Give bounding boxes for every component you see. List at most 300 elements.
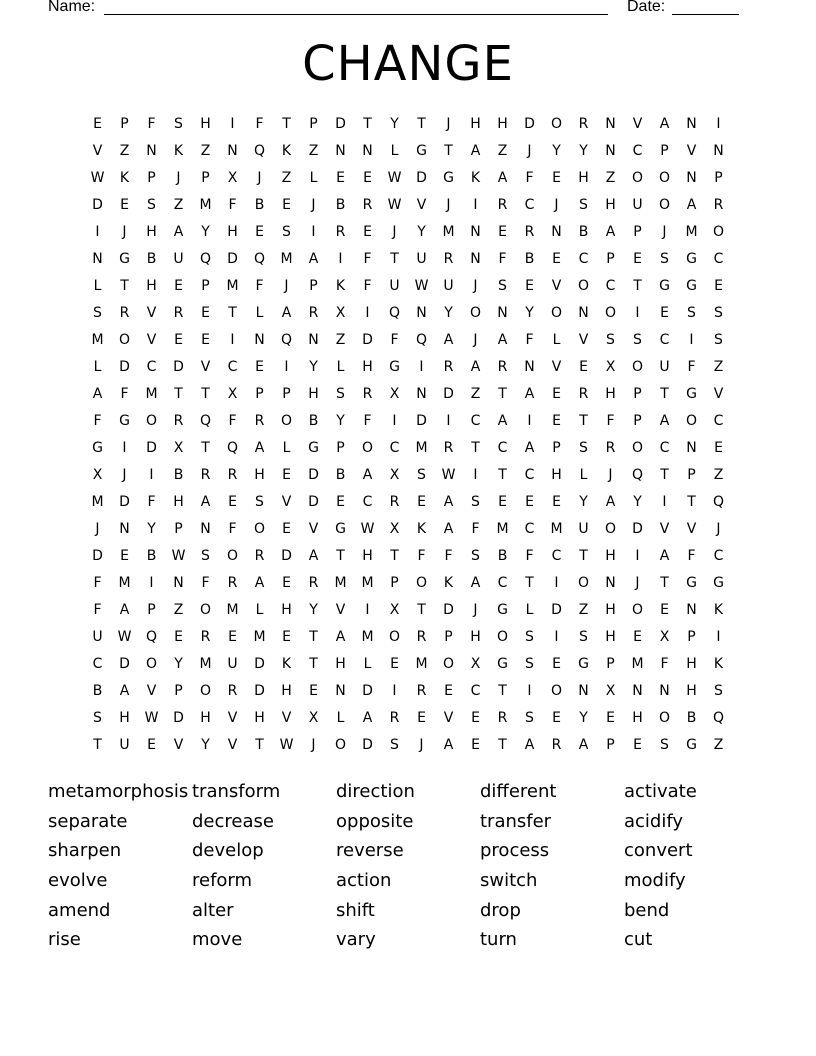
grid-letter[interactable]: D <box>362 683 373 699</box>
grid-letter[interactable]: Y <box>336 413 345 429</box>
grid-letter[interactable]: B <box>524 251 535 267</box>
grid-letter[interactable]: U <box>119 737 130 753</box>
grid-letter[interactable]: E <box>525 494 534 510</box>
grid-letter[interactable]: V <box>578 332 589 348</box>
grid-letter[interactable]: R <box>362 197 373 213</box>
grid-letter[interactable]: S <box>660 737 669 753</box>
grid-letter[interactable]: N <box>578 683 589 699</box>
grid-letter[interactable]: Z <box>281 170 292 186</box>
grid-letter[interactable]: T <box>174 386 183 402</box>
grid-letter[interactable]: R <box>362 386 373 402</box>
grid-letter[interactable]: F <box>255 116 264 132</box>
grid-letter[interactable]: I <box>419 359 424 375</box>
grid-letter[interactable]: E <box>201 332 210 348</box>
grid-letter[interactable]: G <box>119 413 130 429</box>
grid-letter[interactable]: L <box>255 602 264 618</box>
grid-letter[interactable]: C <box>470 683 481 699</box>
grid-letter[interactable]: M <box>253 629 266 645</box>
grid-letter[interactable]: T <box>201 440 210 456</box>
grid-letter[interactable]: L <box>525 602 534 618</box>
grid-letter[interactable]: O <box>658 197 671 213</box>
grid-letter[interactable]: S <box>633 332 642 348</box>
grid-letter[interactable]: C <box>524 197 535 213</box>
grid-letter[interactable]: J <box>419 737 424 753</box>
grid-letter[interactable]: M <box>226 278 239 294</box>
grid-letter[interactable]: G <box>389 359 400 375</box>
grid-letter[interactable]: X <box>605 359 616 375</box>
grid-letter[interactable]: A <box>92 386 103 402</box>
grid-letter[interactable]: H <box>605 386 616 402</box>
grid-letter[interactable]: E <box>444 683 453 699</box>
grid-letter[interactable]: V <box>443 710 454 726</box>
grid-letter[interactable]: E <box>282 467 291 483</box>
grid-letter[interactable]: X <box>92 467 103 483</box>
grid-letter[interactable]: N <box>686 170 697 186</box>
grid-letter[interactable]: E <box>417 710 426 726</box>
grid-letter[interactable]: H <box>497 116 508 132</box>
grid-letter[interactable]: A <box>578 737 589 753</box>
grid-letter[interactable]: O <box>118 332 131 348</box>
grid-letter[interactable]: O <box>199 602 212 618</box>
grid-letter[interactable]: I <box>527 683 532 699</box>
grid-letter[interactable]: H <box>227 224 238 240</box>
grid-letter[interactable]: A <box>470 359 481 375</box>
grid-letter[interactable]: A <box>524 386 535 402</box>
grid-letter[interactable]: S <box>255 494 264 510</box>
grid-letter[interactable]: O <box>442 656 455 672</box>
grid-letter[interactable]: J <box>473 278 478 294</box>
grid-letter[interactable]: B <box>686 710 697 726</box>
grid-letter[interactable]: M <box>496 521 509 537</box>
grid-letter[interactable]: C <box>659 440 670 456</box>
grid-letter[interactable]: G <box>497 656 508 672</box>
grid-letter[interactable]: O <box>280 413 293 429</box>
grid-letter[interactable]: X <box>173 440 184 456</box>
grid-letter[interactable]: X <box>308 710 319 726</box>
grid-letter[interactable]: X <box>389 386 400 402</box>
grid-letter[interactable]: Y <box>174 656 183 672</box>
grid-letter[interactable]: K <box>443 575 454 591</box>
grid-letter[interactable]: Q <box>226 440 239 456</box>
grid-letter[interactable]: H <box>551 467 562 483</box>
grid-letter[interactable]: N <box>200 521 211 537</box>
grid-letter[interactable]: U <box>578 521 589 537</box>
grid-letter[interactable]: P <box>255 386 264 402</box>
grid-letter[interactable]: B <box>578 224 589 240</box>
grid-letter[interactable]: D <box>443 602 454 618</box>
grid-letter[interactable]: T <box>336 548 345 564</box>
grid-letter[interactable]: E <box>174 629 183 645</box>
grid-letter[interactable]: O <box>334 737 347 753</box>
grid-letter[interactable]: S <box>417 467 426 483</box>
grid-letter[interactable]: R <box>443 359 454 375</box>
grid-letter[interactable]: F <box>120 386 129 402</box>
grid-letter[interactable]: N <box>254 332 265 348</box>
grid-letter[interactable]: D <box>551 602 562 618</box>
grid-letter[interactable]: Y <box>201 224 210 240</box>
grid-letter[interactable]: U <box>389 278 400 294</box>
grid-letter[interactable]: A <box>200 494 211 510</box>
grid-letter[interactable]: E <box>363 170 372 186</box>
grid-letter[interactable]: Y <box>309 359 318 375</box>
grid-letter[interactable]: K <box>335 278 346 294</box>
grid-letter[interactable]: X <box>470 656 481 672</box>
grid-letter[interactable]: N <box>173 575 184 591</box>
grid-letter[interactable]: M <box>685 224 698 240</box>
grid-letter[interactable]: K <box>416 521 427 537</box>
grid-letter[interactable]: R <box>443 251 454 267</box>
grid-letter[interactable]: E <box>228 494 237 510</box>
grid-letter[interactable]: E <box>93 116 102 132</box>
grid-letter[interactable]: E <box>390 656 399 672</box>
grid-letter[interactable]: N <box>146 143 157 159</box>
grid-letter[interactable]: E <box>255 359 264 375</box>
grid-letter[interactable]: N <box>524 359 535 375</box>
grid-letter[interactable]: A <box>686 197 697 213</box>
grid-letter[interactable]: E <box>552 386 561 402</box>
grid-letter[interactable]: S <box>714 683 723 699</box>
grid-letter[interactable]: C <box>362 494 373 510</box>
grid-letter[interactable]: D <box>443 386 454 402</box>
grid-letter[interactable]: C <box>497 575 508 591</box>
grid-letter[interactable]: A <box>524 737 535 753</box>
grid-letter[interactable]: Y <box>525 305 534 321</box>
grid-letter[interactable]: F <box>498 251 507 267</box>
grid-letter[interactable]: B <box>173 467 184 483</box>
grid-letter[interactable]: Z <box>173 602 184 618</box>
grid-letter[interactable]: A <box>497 332 508 348</box>
grid-letter[interactable]: R <box>578 116 589 132</box>
grid-letter[interactable]: E <box>714 278 723 294</box>
grid-letter[interactable]: T <box>471 440 480 456</box>
grid-letter[interactable]: C <box>470 413 481 429</box>
grid-letter[interactable]: F <box>363 413 372 429</box>
grid-letter[interactable]: K <box>281 143 292 159</box>
grid-letter[interactable]: P <box>633 386 642 402</box>
grid-letter[interactable]: U <box>659 359 670 375</box>
grid-letter[interactable]: O <box>712 224 725 240</box>
grid-letter[interactable]: Z <box>200 143 211 159</box>
grid-letter[interactable]: X <box>659 629 670 645</box>
grid-letter[interactable]: D <box>92 548 103 564</box>
grid-letter[interactable]: E <box>633 251 642 267</box>
grid-letter[interactable]: Q <box>631 467 644 483</box>
grid-letter[interactable]: H <box>605 548 616 564</box>
grid-letter[interactable]: T <box>444 143 453 159</box>
grid-letter[interactable]: E <box>606 710 615 726</box>
grid-letter[interactable]: U <box>227 656 238 672</box>
grid-letter[interactable]: A <box>524 440 535 456</box>
grid-letter[interactable]: Y <box>579 143 588 159</box>
grid-letter[interactable]: R <box>254 548 265 564</box>
grid-letter[interactable]: O <box>550 116 563 132</box>
grid-letter[interactable]: B <box>92 683 103 699</box>
grid-letter[interactable]: H <box>632 710 643 726</box>
grid-letter[interactable]: K <box>173 143 184 159</box>
grid-letter[interactable]: W <box>279 737 294 753</box>
grid-letter[interactable]: H <box>200 710 211 726</box>
grid-letter[interactable]: P <box>606 251 615 267</box>
grid-letter[interactable]: I <box>716 116 721 132</box>
grid-letter[interactable]: L <box>552 332 561 348</box>
grid-letter[interactable]: T <box>255 737 264 753</box>
grid-letter[interactable]: T <box>417 116 426 132</box>
grid-letter[interactable]: W <box>90 170 105 186</box>
grid-letter[interactable]: F <box>363 251 372 267</box>
grid-letter[interactable]: Y <box>147 521 156 537</box>
grid-letter[interactable]: E <box>282 629 291 645</box>
grid-letter[interactable]: S <box>687 305 696 321</box>
grid-letter[interactable]: N <box>578 305 589 321</box>
grid-letter[interactable]: H <box>281 602 292 618</box>
grid-letter[interactable]: T <box>390 251 399 267</box>
grid-letter[interactable]: X <box>389 602 400 618</box>
grid-letter[interactable]: O <box>145 413 158 429</box>
grid-letter[interactable]: T <box>498 467 507 483</box>
grid-letter[interactable]: X <box>227 170 238 186</box>
grid-letter[interactable]: J <box>284 278 289 294</box>
grid-letter[interactable]: I <box>311 224 316 240</box>
grid-letter[interactable]: M <box>91 332 104 348</box>
grid-letter[interactable]: Z <box>605 170 616 186</box>
grid-letter[interactable]: A <box>119 602 130 618</box>
grid-letter[interactable]: L <box>336 359 345 375</box>
grid-letter[interactable]: H <box>308 386 319 402</box>
grid-letter[interactable]: I <box>473 197 478 213</box>
grid-letter[interactable]: J <box>446 116 451 132</box>
grid-letter[interactable]: V <box>146 305 157 321</box>
grid-letter[interactable]: T <box>498 737 507 753</box>
grid-letter[interactable]: I <box>230 332 235 348</box>
grid-letter[interactable]: X <box>335 305 346 321</box>
grid-letter[interactable]: E <box>633 737 642 753</box>
grid-letter[interactable]: H <box>362 359 373 375</box>
grid-letter[interactable]: E <box>660 602 669 618</box>
grid-letter[interactable]: E <box>120 197 129 213</box>
grid-letter[interactable]: P <box>309 116 318 132</box>
grid-letter[interactable]: S <box>714 305 723 321</box>
grid-letter[interactable]: G <box>713 575 724 591</box>
grid-letter[interactable]: T <box>363 116 372 132</box>
grid-letter[interactable]: I <box>473 467 478 483</box>
grid-letter[interactable]: E <box>714 440 723 456</box>
grid-letter[interactable]: S <box>201 548 210 564</box>
grid-letter[interactable]: I <box>392 683 397 699</box>
grid-letter[interactable]: A <box>470 575 481 591</box>
grid-letter[interactable]: N <box>470 251 481 267</box>
grid-letter[interactable]: T <box>579 413 588 429</box>
grid-letter[interactable]: J <box>176 170 181 186</box>
grid-letter[interactable]: H <box>335 656 346 672</box>
grid-letter[interactable]: A <box>443 737 454 753</box>
grid-letter[interactable]: S <box>579 629 588 645</box>
grid-letter[interactable]: O <box>631 602 644 618</box>
grid-letter[interactable]: C <box>578 251 589 267</box>
grid-letter[interactable]: N <box>605 116 616 132</box>
grid-letter[interactable]: D <box>254 683 265 699</box>
grid-letter[interactable]: I <box>338 251 343 267</box>
grid-letter[interactable]: J <box>608 467 613 483</box>
grid-letter[interactable]: O <box>658 170 671 186</box>
grid-letter[interactable]: I <box>230 116 235 132</box>
grid-letter[interactable]: H <box>470 629 481 645</box>
grid-letter[interactable]: X <box>227 386 238 402</box>
grid-letter[interactable]: F <box>525 332 534 348</box>
grid-letter[interactable]: R <box>119 305 130 321</box>
grid-letter[interactable]: O <box>550 683 563 699</box>
grid-letter[interactable]: K <box>119 170 130 186</box>
grid-letter[interactable]: P <box>660 143 669 159</box>
grid-letter[interactable]: I <box>122 440 127 456</box>
grid-letter[interactable]: S <box>282 224 291 240</box>
grid-letter[interactable]: N <box>686 440 697 456</box>
grid-letter[interactable]: J <box>527 143 532 159</box>
grid-letter[interactable]: E <box>174 278 183 294</box>
grid-letter[interactable]: B <box>146 548 157 564</box>
grid-letter[interactable]: N <box>497 305 508 321</box>
grid-letter[interactable]: J <box>122 224 127 240</box>
grid-letter[interactable]: T <box>633 278 642 294</box>
grid-letter[interactable]: O <box>604 521 617 537</box>
grid-letter[interactable]: N <box>713 143 724 159</box>
grid-letter[interactable]: N <box>470 224 481 240</box>
grid-letter[interactable]: S <box>606 332 615 348</box>
grid-letter[interactable]: Y <box>201 737 210 753</box>
grid-letter[interactable]: W <box>387 170 402 186</box>
grid-letter[interactable]: L <box>309 170 318 186</box>
grid-letter[interactable]: R <box>227 683 238 699</box>
grid-letter[interactable]: Y <box>444 305 453 321</box>
grid-letter[interactable]: O <box>631 440 644 456</box>
grid-letter[interactable]: S <box>93 305 102 321</box>
grid-letter[interactable]: P <box>282 386 291 402</box>
grid-letter[interactable]: E <box>579 359 588 375</box>
grid-letter[interactable]: R <box>524 224 535 240</box>
grid-letter[interactable]: R <box>416 629 427 645</box>
grid-letter[interactable]: P <box>606 737 615 753</box>
grid-letter[interactable]: P <box>633 224 642 240</box>
grid-letter[interactable]: C <box>524 467 535 483</box>
grid-letter[interactable]: D <box>119 656 130 672</box>
grid-letter[interactable]: H <box>686 683 697 699</box>
grid-letter[interactable]: S <box>579 197 588 213</box>
grid-letter[interactable]: H <box>578 170 589 186</box>
grid-letter[interactable]: R <box>416 683 427 699</box>
grid-letter[interactable]: O <box>145 656 158 672</box>
grid-letter[interactable]: N <box>605 575 616 591</box>
grid-letter[interactable]: F <box>255 278 264 294</box>
grid-letter[interactable]: F <box>201 575 210 591</box>
grid-letter[interactable]: E <box>336 494 345 510</box>
grid-letter[interactable]: N <box>632 683 643 699</box>
grid-letter[interactable]: A <box>443 332 454 348</box>
grid-letter[interactable]: P <box>390 575 399 591</box>
grid-letter[interactable]: C <box>551 548 562 564</box>
grid-letter[interactable]: S <box>147 197 156 213</box>
grid-letter[interactable]: G <box>578 656 589 672</box>
grid-letter[interactable]: S <box>390 737 399 753</box>
grid-letter[interactable]: G <box>659 278 670 294</box>
grid-letter[interactable]: H <box>254 467 265 483</box>
grid-letter[interactable]: T <box>525 575 534 591</box>
grid-letter[interactable]: T <box>201 386 210 402</box>
grid-letter[interactable]: Y <box>579 710 588 726</box>
grid-letter[interactable]: O <box>658 710 671 726</box>
grid-letter[interactable]: O <box>685 413 698 429</box>
grid-letter[interactable]: G <box>308 440 319 456</box>
grid-letter[interactable]: T <box>579 548 588 564</box>
grid-letter[interactable]: G <box>497 602 508 618</box>
grid-letter[interactable]: Z <box>470 386 481 402</box>
grid-letter[interactable]: Z <box>578 602 589 618</box>
grid-letter[interactable]: G <box>119 251 130 267</box>
grid-letter[interactable]: E <box>552 170 561 186</box>
grid-letter[interactable]: D <box>416 413 427 429</box>
grid-letter[interactable]: U <box>632 197 643 213</box>
grid-letter[interactable]: U <box>416 251 427 267</box>
grid-letter[interactable]: T <box>417 602 426 618</box>
grid-letter[interactable]: R <box>254 413 265 429</box>
grid-letter[interactable]: I <box>635 548 640 564</box>
grid-letter[interactable]: O <box>388 629 401 645</box>
grid-letter[interactable]: H <box>470 116 481 132</box>
grid-letter[interactable]: M <box>145 386 158 402</box>
grid-letter[interactable]: M <box>199 197 212 213</box>
grid-letter[interactable]: B <box>308 413 319 429</box>
grid-letter[interactable]: O <box>496 629 509 645</box>
grid-letter[interactable]: E <box>147 737 156 753</box>
grid-letter[interactable]: N <box>605 143 616 159</box>
grid-letter[interactable]: A <box>254 575 265 591</box>
grid-letter[interactable]: O <box>415 575 428 591</box>
grid-letter[interactable]: P <box>174 521 183 537</box>
grid-letter[interactable]: N <box>686 116 697 132</box>
grid-letter[interactable]: F <box>93 413 102 429</box>
grid-letter[interactable]: F <box>525 548 534 564</box>
grid-letter[interactable]: V <box>551 359 562 375</box>
grid-letter[interactable]: D <box>92 197 103 213</box>
grid-letter[interactable]: K <box>713 656 724 672</box>
grid-letter[interactable]: I <box>365 305 370 321</box>
grid-letter[interactable]: P <box>714 170 723 186</box>
grid-letter[interactable]: A <box>659 413 670 429</box>
grid-letter[interactable]: U <box>92 629 103 645</box>
grid-letter[interactable]: E <box>309 683 318 699</box>
grid-letter[interactable]: G <box>416 143 427 159</box>
grid-letter[interactable]: L <box>363 656 372 672</box>
grid-letter[interactable]: K <box>281 656 292 672</box>
grid-letter[interactable]: A <box>470 143 481 159</box>
grid-letter[interactable]: F <box>660 656 669 672</box>
grid-letter[interactable]: C <box>632 143 643 159</box>
grid-letter[interactable]: G <box>686 737 697 753</box>
grid-letter[interactable]: B <box>497 548 508 564</box>
grid-letter[interactable]: B <box>254 197 265 213</box>
grid-letter[interactable]: U <box>173 251 184 267</box>
grid-letter[interactable]: R <box>497 710 508 726</box>
grid-letter[interactable]: P <box>147 170 156 186</box>
grid-letter[interactable]: D <box>632 521 643 537</box>
grid-letter[interactable]: D <box>146 440 157 456</box>
grid-letter[interactable]: C <box>713 548 724 564</box>
grid-letter[interactable]: E <box>228 629 237 645</box>
grid-letter[interactable]: M <box>226 602 239 618</box>
grid-letter[interactable]: W <box>387 197 402 213</box>
grid-letter[interactable]: P <box>201 278 210 294</box>
grid-letter[interactable]: Y <box>579 494 588 510</box>
grid-letter[interactable]: H <box>119 710 130 726</box>
grid-letter[interactable]: E <box>174 332 183 348</box>
